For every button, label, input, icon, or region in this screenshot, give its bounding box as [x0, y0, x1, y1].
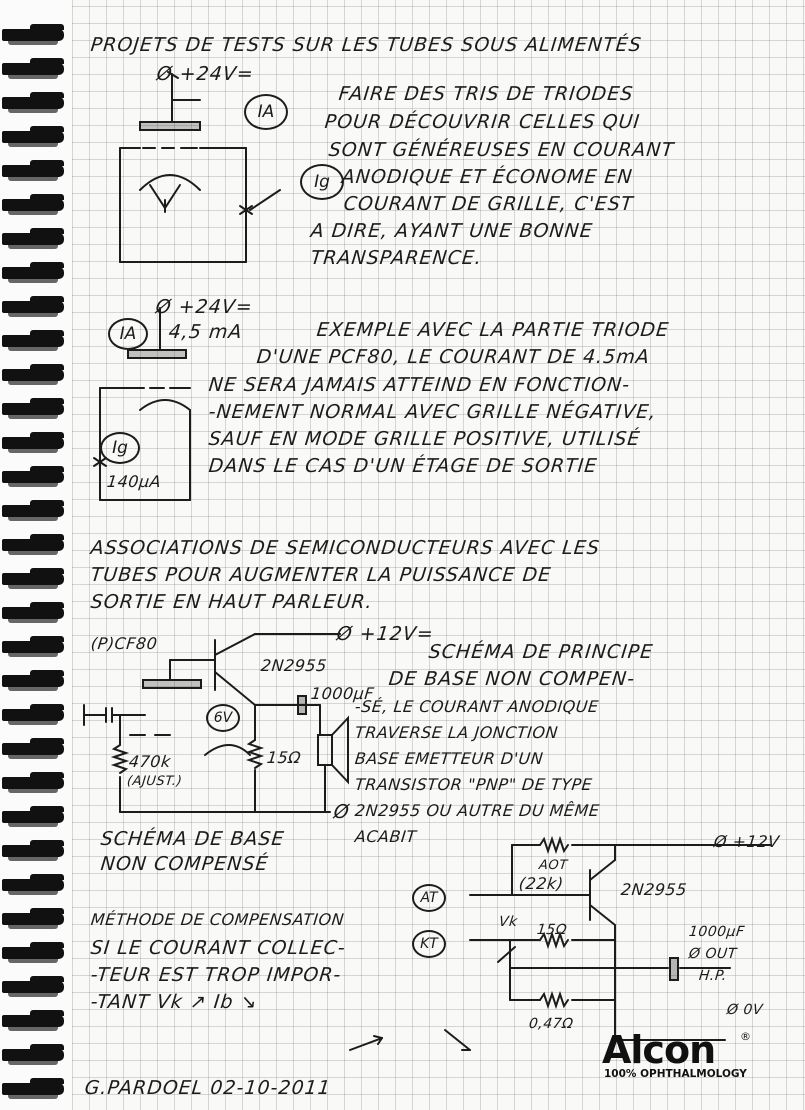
section3-line-1: ASSOCIATIONS DE SEMICONDUCTEURS AVEC LES: [89, 537, 602, 559]
transistor-label-1: 2N2955: [260, 656, 328, 675]
section3-line-3: SORTIE EN HAUT PARLEUR.: [89, 591, 374, 613]
node-k-label: KT: [412, 930, 446, 958]
description-line-4: TRAVERSE LA JONCTION: [354, 723, 560, 742]
alcon-registered-mark: ®: [740, 1030, 751, 1043]
section2-line-5: SAUF EN MODE GRILLE POSITIVE, UTILISÉ: [207, 428, 642, 450]
supply-label-4: Ø +12V: [713, 832, 781, 851]
description-line-7: 2N2955 OU AUTRE DU MÊME: [354, 801, 601, 820]
section3-line-2: TUBES POUR AUGMENTER LA PUISSANCE DE: [89, 564, 553, 586]
ammeter-anode-2: IA: [108, 318, 148, 350]
alcon-tagline: 100% OPHTHALMOLOGY: [604, 1068, 747, 1080]
schematic1-caption-1: SCHÉMA DE BASE: [99, 828, 286, 850]
section2-line-4: -NEMENT NORMAL AVEC GRILLE NÉGATIVE,: [207, 401, 658, 423]
section1-line-6: A DIRE, AYANT UNE BONNE: [309, 220, 595, 242]
section2-line-3: NE SERA JAMAIS ATTEIND EN FONCTION-: [207, 374, 632, 396]
description-line-5: BASE EMETTEUR D'UN: [354, 749, 545, 768]
out-label: Ø OUT: [688, 946, 738, 962]
tube-label: (P)CF80: [90, 634, 159, 653]
section1-line-7: TRANSPARENCE.: [309, 247, 484, 269]
method-line-2: SI LE COURANT COLLEC-: [89, 937, 347, 959]
resistor-mid-label: 15Ω: [536, 922, 568, 938]
ammeter-anode-1: IA: [244, 94, 288, 130]
resistor-grid-label: 470k: [128, 752, 172, 771]
supply-label-3: Ø +12V=: [335, 623, 435, 645]
section1-line-5: COURANT DE GRILLE, C'EST: [342, 193, 635, 215]
supply-label-2: Ø +24V=: [154, 296, 254, 318]
cap-label-1: 1000µF: [310, 684, 376, 703]
signature: G.PARDOEL 02-10-2011: [83, 1077, 333, 1099]
hp-label: H.P.: [698, 968, 728, 984]
ammeter-grid-1: Ig: [300, 164, 344, 200]
ammeter-grid-2: Ig: [100, 432, 140, 464]
vk-label: Vk: [498, 914, 519, 930]
compensation-arrows: [350, 1030, 470, 1050]
supply-label-1: Ø +24V=: [155, 63, 255, 85]
resistor-top-label: AOT: [538, 858, 569, 873]
voltage-label: 6V: [206, 704, 240, 732]
section1-line-4: ANODIQUE ET ÉCONOME EN: [340, 166, 634, 188]
description-line-6: TRANSISTOR "PNP" DE TYPE: [354, 775, 594, 794]
method-line-3: -TEUR EST TROP IMPOR-: [89, 964, 343, 986]
resistor-grid-note: (AJUST.): [126, 774, 183, 789]
anode-current: 4,5 mA: [167, 321, 244, 343]
transistor-label-2: 2N2955: [620, 880, 688, 899]
page-title: PROJETS DE TESTS SUR LES TUBES SOUS ALIMENTÉS: [89, 34, 643, 56]
cap-label-2: 1000µF: [688, 924, 746, 940]
zero-volt-label: Ø 0V: [726, 1002, 764, 1018]
schematic1-caption-2: NON COMPENSÉ: [99, 853, 270, 875]
method-line-1: MÉTHODE DE COMPENSATION: [90, 910, 346, 929]
description-line-8: ACABIT: [354, 827, 418, 846]
section1-line-1: FAIRE DES TRIS DE TRIODES: [337, 83, 635, 105]
method-line-4: -TANT Vk ↗ Ib ↘: [89, 991, 259, 1013]
grid-current: 140µA: [106, 472, 163, 491]
section2-line-1: EXEMPLE AVEC LA PARTIE TRIODE: [315, 319, 671, 341]
ground-label: Ø: [332, 801, 351, 823]
resistor-emitter-label: 15Ω: [266, 748, 303, 767]
description-line-3: -SÉ, LE COURANT ANODIQUE: [354, 697, 600, 716]
description-line-2: DE BASE NON COMPEN-: [387, 668, 637, 690]
resistor-top-value: (22k): [518, 874, 565, 893]
resistor-low-label: 0,47Ω: [528, 1016, 575, 1032]
node-a-label: AT: [412, 884, 446, 912]
description-line-1: SCHÉMA DE PRINCIPE: [427, 641, 655, 663]
section1-line-2: POUR DÉCOUVRIR CELLES QUI: [323, 111, 642, 133]
section1-line-3: SONT GÉNÉREUSES EN COURANT: [327, 139, 676, 161]
section2-line-6: DANS LE CAS D'UN ÉTAGE DE SORTIE: [207, 455, 599, 477]
alcon-logo: Alcon: [602, 1028, 716, 1072]
section2-line-2: D'UNE PCF80, LE COURANT DE 4.5mA: [255, 346, 652, 368]
